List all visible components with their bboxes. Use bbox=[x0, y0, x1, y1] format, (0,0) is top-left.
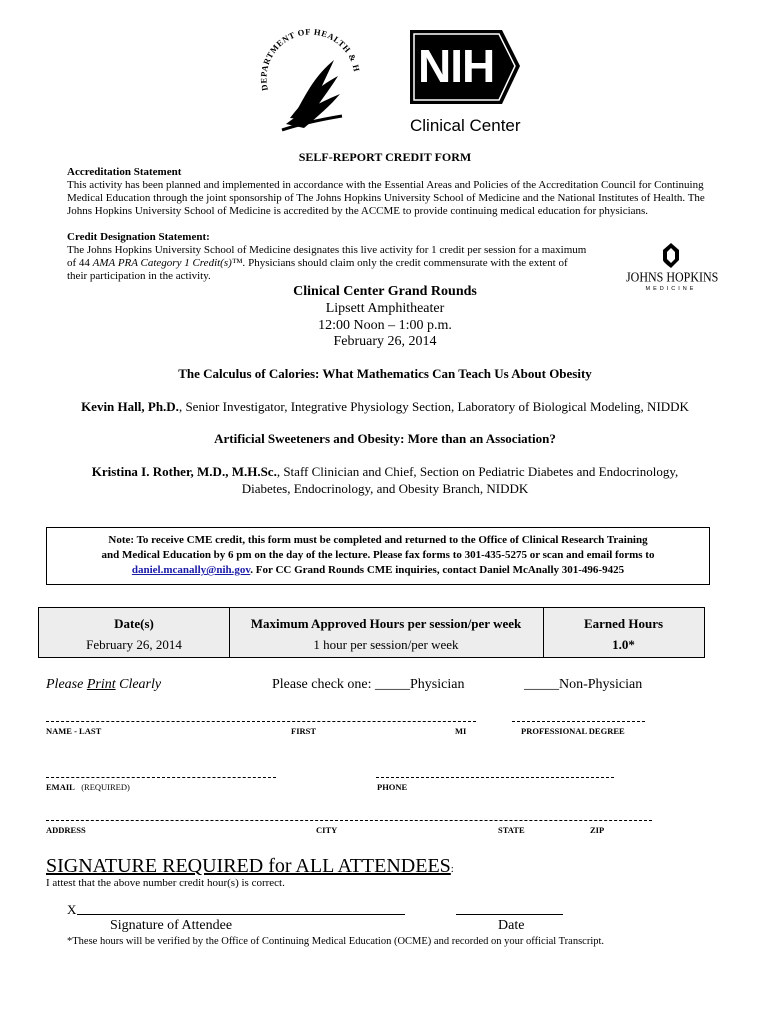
nih-subtitle: Clinical Center bbox=[410, 116, 521, 135]
degree-field[interactable] bbox=[512, 721, 645, 722]
talk2-affiliation-1: , Staff Clinician and Chief, Section on Pediatric Diabetes and Endocrinology, bbox=[276, 464, 679, 479]
signature-x: X bbox=[67, 902, 77, 917]
johns-hopkins-sub: MEDICINE bbox=[645, 286, 697, 292]
credit-line-1: The Johns Hopkins University School of Medicine designates this live activity for 1 credit per session for a maximum bbox=[67, 244, 587, 256]
mi-label: MI bbox=[455, 726, 467, 736]
hhs-seal-logo bbox=[246, 20, 376, 146]
form-title: SELF-REPORT CREDIT FORM bbox=[298, 150, 472, 164]
talk1-speaker-line bbox=[0, 399, 770, 415]
email-label-wrap bbox=[46, 782, 130, 792]
talk2-affiliation-2: Diabetes, Endocrinology, and Obesity Branch, NIDDK bbox=[241, 481, 529, 496]
hours-table bbox=[38, 607, 705, 658]
note-line-3 bbox=[47, 564, 709, 576]
cell-earned-hours: 1.0* bbox=[612, 637, 635, 652]
address-label: ADDRESS bbox=[46, 825, 86, 835]
header-max-hours: Maximum Approved Hours per session/per week bbox=[250, 616, 522, 631]
print-post: Clearly bbox=[115, 677, 162, 692]
cell-date: February 26, 2014 bbox=[86, 637, 182, 652]
signature-colon: : bbox=[450, 863, 454, 875]
credit-heading: Credit Designation Statement: bbox=[67, 231, 210, 243]
signature-heading: SIGNATURE REQUIRED for ALL ATTENDEES bbox=[46, 855, 451, 877]
signature-label: Signature of Attendee bbox=[110, 918, 233, 933]
signature-field[interactable] bbox=[77, 914, 405, 915]
note-line-2: and Medical Education by 6 pm on the day of the lecture. Please fax forms to 301-435-5275 or scan and email forms to bbox=[101, 549, 655, 561]
email-link[interactable]: daniel.mcanally@nih.gov bbox=[131, 564, 251, 576]
physician-check[interactable]: Please check one: _____Physician bbox=[272, 677, 465, 692]
credit-line-2-post: Physicians should claim only the credit commensurate with the extent of bbox=[245, 257, 568, 269]
event-date: February 26, 2014 bbox=[333, 334, 437, 349]
accreditation-body: This activity has been planned and implemented in accordance with the Essential Areas and Policies of the Accreditation Council for Continuing Medical Education through the joint sponsorship of The Johns Hopkins University School of Medicine and the National Institutes of Health. The Johns Hopkins University School of Medicine is accredited by the ACCME to provide continuing medical education for physicians. bbox=[67, 179, 705, 217]
header-earned-hours: Earned Hours bbox=[583, 616, 664, 631]
first-label: FIRST bbox=[291, 726, 317, 736]
talk1-speaker: Kevin Hall, Ph.D. bbox=[81, 399, 179, 414]
nih-clinical-center-logo bbox=[408, 28, 526, 140]
note-line-1: Note: To receive CME credit, this form must be completed and returned to the Office of Clinical Research Training bbox=[108, 534, 648, 546]
svg-text:DEPARTMENT OF HEALTH & HUMAN S: DEPARTMENT OF HEALTH & H bbox=[258, 26, 363, 92]
footnote: *These hours will be verified by the Office of Continuing Medical Education (OCME) and recorded on your official Transcript. bbox=[67, 936, 605, 947]
email-field[interactable] bbox=[46, 777, 276, 778]
name-last-label: NAME - LAST bbox=[46, 726, 102, 736]
header-dates: Date(s) bbox=[114, 616, 154, 631]
credit-line-2 bbox=[67, 257, 568, 270]
print-clearly bbox=[46, 677, 161, 693]
talk1-affiliation: , Senior Investigator, Integrative Physiology Section, Laboratory of Biological Modeling, NIDDK bbox=[178, 399, 689, 414]
city-label: CITY bbox=[316, 825, 338, 835]
date-field[interactable] bbox=[456, 914, 563, 915]
cell-max-hours: 1 hour per session/per week bbox=[313, 637, 459, 652]
credit-line-2-pre: of 44 bbox=[67, 257, 93, 269]
talk2-title: Artificial Sweeteners and Obesity: More than an Association? bbox=[214, 431, 556, 446]
non-physician-check[interactable]: _____Non-Physician bbox=[524, 677, 643, 692]
accreditation-heading: Accreditation Statement bbox=[67, 166, 182, 178]
print-underlined: Print bbox=[86, 677, 116, 692]
email-label: EMAIL bbox=[46, 782, 75, 792]
attest-text: I attest that the above number credit hour(s) is correct. bbox=[46, 877, 285, 889]
degree-label: PROFESSIONAL DEGREE bbox=[521, 726, 625, 736]
name-field[interactable] bbox=[46, 721, 476, 722]
date-label: Date bbox=[498, 918, 525, 933]
event-venue: Lipsett Amphitheater bbox=[325, 301, 445, 316]
print-pre: Please bbox=[46, 677, 87, 692]
required-label: (REQUIRED) bbox=[81, 782, 130, 792]
talk2-speaker-line bbox=[0, 464, 770, 480]
state-label: STATE bbox=[498, 825, 525, 835]
signature-heading-wrap bbox=[46, 855, 454, 878]
johns-hopkins-shield-icon bbox=[661, 242, 681, 268]
talk2-speaker: Kristina I. Rother, M.D., M.H.Sc. bbox=[91, 464, 277, 479]
ama-credit-text: AMA PRA Category 1 Credit(s)™. bbox=[92, 257, 246, 269]
address-field[interactable] bbox=[46, 820, 652, 821]
nih-logo-text: NIH bbox=[418, 40, 495, 92]
cme-note-box bbox=[46, 527, 710, 585]
talk1-title: The Calculus of Calories: What Mathematics Can Teach Us About Obesity bbox=[178, 366, 592, 381]
zip-label: ZIP bbox=[590, 825, 605, 835]
phone-field[interactable] bbox=[376, 777, 614, 778]
phone-label: PHONE bbox=[377, 782, 408, 792]
credit-line-3: their participation in the activity. bbox=[67, 270, 211, 282]
johns-hopkins-name: JOHNS HOPKINS bbox=[626, 268, 719, 285]
event-time: 12:00 Noon – 1:00 p.m. bbox=[318, 318, 452, 333]
note-line-3-post: . For CC Grand Rounds CME inquiries, contact Daniel McAnally 301-496-9425 bbox=[250, 564, 625, 576]
event-title: Clinical Center Grand Rounds bbox=[293, 284, 477, 299]
